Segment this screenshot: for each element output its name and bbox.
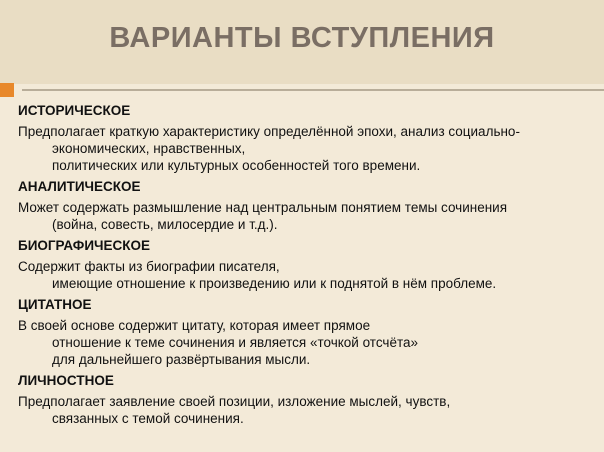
text-line: (война, совесть, милосердие и т.д.). <box>52 217 278 232</box>
section-text-biographical <box>18 258 598 292</box>
title-bar <box>0 0 604 84</box>
text-line: отношение к теме сочинения и является «точкой отсчёта» <box>52 335 419 350</box>
section-heading-personal: ЛИЧНОСТНОЕ <box>18 373 114 388</box>
section-heading-analytical: АНАЛИТИЧЕСКОЕ <box>18 179 141 194</box>
accent-divider <box>22 89 604 91</box>
accent-square <box>0 83 14 97</box>
section-text-personal <box>18 393 598 427</box>
text-line: В своей основе содержит цитату, которая имеет прямое <box>18 318 371 333</box>
text-line: Предполагает заявление своей позиции, изложение мыслей, чувств, <box>18 394 451 409</box>
text-line: для дальнейшего развёртывания мысли. <box>52 352 311 367</box>
text-line: имеющие отношение к произведению или к поднятой в нём проблеме. <box>52 276 497 291</box>
section-text-historical <box>18 123 598 174</box>
section-heading-historical: ИСТОРИЧЕСКОЕ <box>18 103 131 118</box>
text-line: Предполагает краткую характеристику определённой эпохи, анализ социально- <box>18 124 520 139</box>
text-line: Может содержать размышление над центральным понятием темы сочинения <box>18 200 508 215</box>
text-line: связанных с темой сочинения. <box>52 411 244 426</box>
section-heading-quotation: ЦИТАТНОЕ <box>18 297 92 312</box>
text-line: политических или культурных особенностей того времени. <box>52 158 421 173</box>
text-line: Содержит факты из биографии писателя, <box>18 259 280 274</box>
text-line: экономических, нравственных, <box>52 141 246 156</box>
section-text-quotation <box>18 317 598 368</box>
slide-content <box>18 102 598 427</box>
section-heading-biographical: БИОГРАФИЧЕСКОЕ <box>18 238 151 253</box>
section-text-analytical <box>18 199 598 233</box>
slide-title: ВАРИАНТЫ ВСТУПЛЕНИЯ <box>109 22 495 54</box>
